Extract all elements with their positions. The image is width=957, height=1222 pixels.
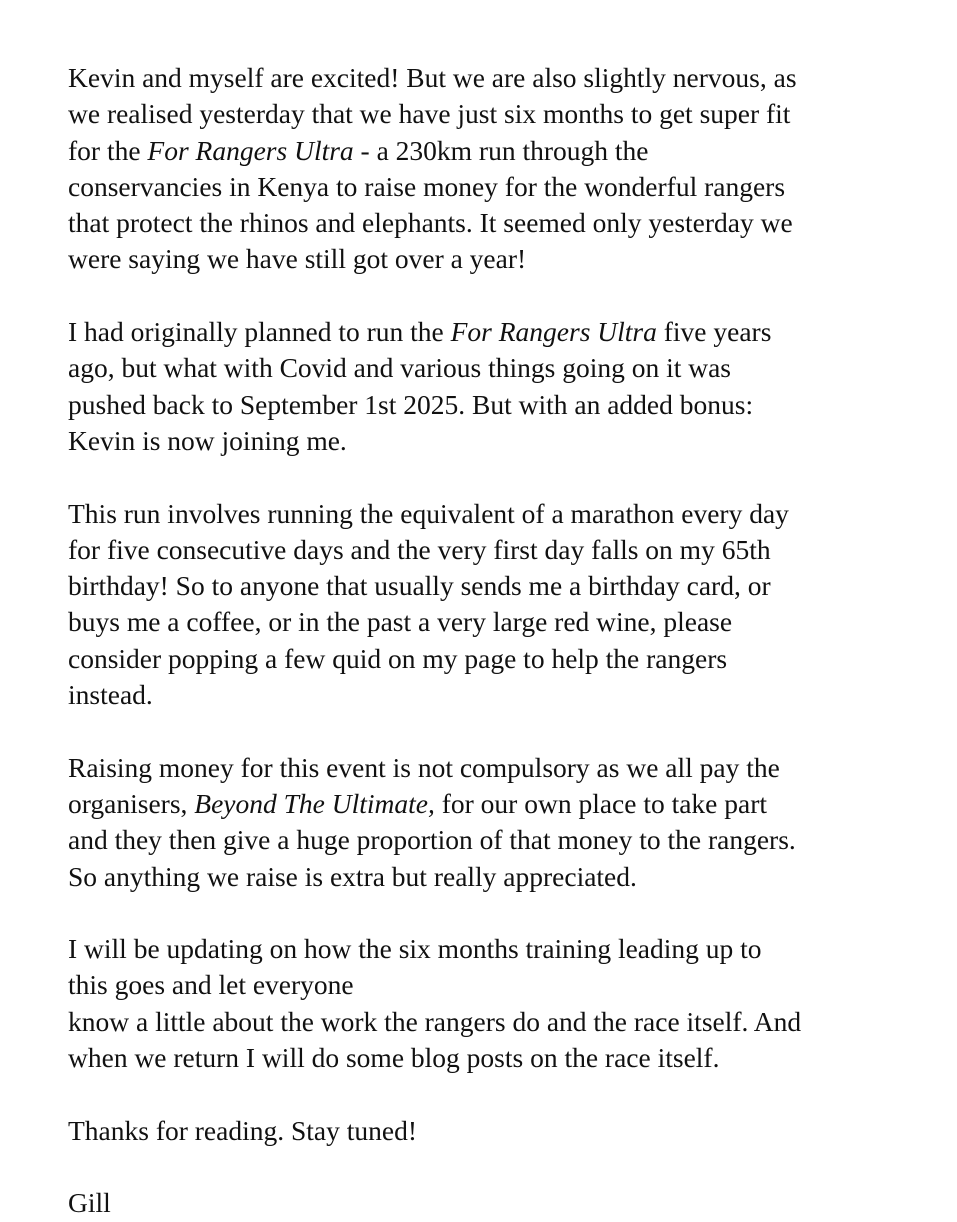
text-segment: this goes and let everyone bbox=[68, 969, 354, 1001]
text-segment: conservancies in Kenya to raise money for the wonderful rangers bbox=[68, 170, 786, 202]
text-line bbox=[68, 604, 948, 640]
text-segment: birthday! So to anyone that usually sends me a birthday card, or bbox=[68, 570, 771, 602]
text-segment: I will be updating on how the six months training leading up to bbox=[68, 933, 762, 965]
text-segment: we realised yesterday that we have just six months to get super fit bbox=[68, 98, 791, 130]
paragraph bbox=[68, 314, 948, 459]
text-segment: consider popping a few quid on my page to help the rangers bbox=[68, 642, 728, 674]
text-segment: Thanks for reading. Stay tuned! bbox=[68, 1114, 418, 1146]
text-segment: for five consecutive days and the very first day falls on my 65th bbox=[68, 533, 771, 565]
text-line bbox=[68, 568, 948, 604]
text-line bbox=[68, 967, 948, 1003]
text-segment: I had originally planned to run the bbox=[68, 316, 451, 348]
text-line bbox=[68, 1004, 948, 1040]
signature: Gill bbox=[68, 1187, 111, 1219]
text-line bbox=[68, 532, 948, 568]
paragraph bbox=[68, 1113, 948, 1149]
italic-text: For Rangers Ultra bbox=[450, 316, 657, 348]
text-segment: buys me a coffee, or in the past a very large red wine, please bbox=[68, 606, 733, 638]
text-line bbox=[68, 241, 948, 277]
text-segment: when we return I will do some blog posts on the race itself. bbox=[68, 1042, 720, 1074]
text-line bbox=[68, 169, 948, 205]
text-segment: that protect the rhinos and elephants. It seemed only yesterday we bbox=[68, 207, 793, 239]
text-line bbox=[68, 677, 948, 713]
text-segment: for the bbox=[68, 134, 148, 166]
text-line bbox=[68, 786, 948, 822]
text-line bbox=[68, 931, 948, 967]
text-line bbox=[68, 822, 948, 858]
text-line bbox=[68, 641, 948, 677]
text-line bbox=[68, 423, 948, 459]
text-segment: Raising money for this event is not compulsory as we all pay the bbox=[68, 751, 780, 783]
text-segment: and they then give a huge proportion of that money to the rangers. bbox=[68, 824, 796, 856]
text-segment: organisers, bbox=[68, 787, 195, 819]
text-segment: Kevin and myself are excited! But we are also slightly nervous, as bbox=[68, 62, 797, 93]
text-line bbox=[68, 387, 948, 423]
text-line bbox=[68, 1113, 948, 1149]
text-segment: So anything we raise is extra but really appreciated. bbox=[68, 860, 637, 892]
text-line bbox=[68, 350, 948, 386]
text-segment: instead. bbox=[68, 679, 153, 711]
paragraph-list bbox=[68, 60, 948, 1149]
text-segment: were saying we have still got over a year! bbox=[68, 243, 527, 275]
text-line bbox=[68, 96, 948, 132]
paragraph bbox=[68, 60, 948, 278]
text-line bbox=[68, 205, 948, 241]
text-segment: know a little about the work the rangers do and the race itself. And bbox=[68, 1005, 802, 1037]
text-segment: five years bbox=[656, 316, 772, 348]
document-body bbox=[68, 60, 948, 1222]
text-line bbox=[68, 859, 948, 895]
text-segment: Kevin is now joining me. bbox=[68, 424, 347, 456]
text-segment: This run involves running the equivalent of a marathon every day bbox=[68, 497, 789, 529]
text-segment: ago, but what with Covid and various things going on it was bbox=[68, 352, 732, 384]
text-line bbox=[68, 133, 948, 169]
text-segment: for our own place to take part bbox=[434, 787, 768, 819]
text-line bbox=[68, 750, 948, 786]
italic-text: For Rangers Ultra bbox=[147, 134, 354, 166]
paragraph bbox=[68, 496, 948, 714]
text-line bbox=[68, 496, 948, 532]
paragraph bbox=[68, 750, 948, 895]
text-line bbox=[68, 314, 948, 350]
italic-text: Beyond The Ultimate, bbox=[194, 787, 435, 819]
text-segment: - a 230km run through the bbox=[353, 134, 649, 166]
text-line bbox=[68, 60, 948, 96]
paragraph bbox=[68, 931, 948, 1076]
text-segment: pushed back to September 1st 2025. But with an added bonus: bbox=[68, 388, 754, 420]
text-line bbox=[68, 1040, 948, 1076]
